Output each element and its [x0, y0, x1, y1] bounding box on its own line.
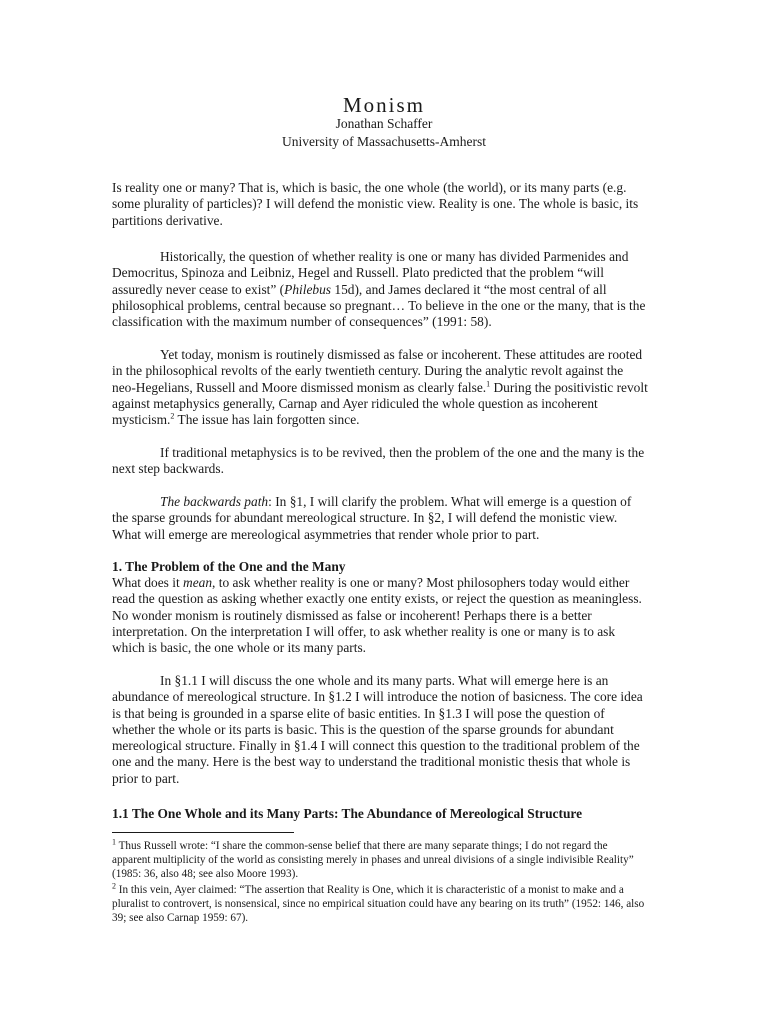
paragraph-today-text-1: Yet today, monism is routinely dismissed as false or incoherent. These attitudes are rooted in the philosophical revolts of the early twentieth century. During the analytic revolt against the neo-Hegelians, Russell and Moore dismissed monism as clearly false. [112, 347, 643, 395]
paragraph-today-text-3: The issue has lain forgotten since. [174, 412, 360, 428]
footnote-divider [112, 832, 294, 833]
backwards-path-label: The backwards path [160, 494, 269, 509]
author-name: Jonathan Schaffer [335, 116, 433, 131]
paragraph-backwards-path-text: : In §1, I will clarify the problem. What will emerge is a question of the sparse grounds for abundant mereological structure. In §2, I will defend the monistic view. What will emerge are mereological asymmetries that render whole prior to part. [112, 494, 632, 542]
section-heading-1: 1. The Problem of the One and the Many [112, 559, 346, 574]
paragraph-meaning [112, 575, 648, 656]
section-heading-1-1: 1.1 The One Whole and its Many Parts: The Abundance of Mereological Structure [112, 806, 583, 821]
paragraph-today [112, 347, 648, 428]
footnote-1 [112, 839, 648, 881]
paper-title: Monism [342, 93, 425, 117]
footnote-2-number: 2 [112, 881, 116, 891]
philebus-citation: Philebus [284, 281, 332, 297]
paragraph-meaning-text-2: , to ask whether reality is one or many? Most philosophers today would either read the question as asking whether exactly one entity exists, or reject the question as meaningless. No wonder monism is routinely dismissed as false or incoherent! Perhaps there is a better interpretation. On the interpretation I will offer, to ask whether reality is one or many is to ask which is basic, the one whole or its many parts. [112, 575, 642, 656]
paragraph-history-text-2: 15d), and James declared it “the most central of all philosophical problems, central because so pregnant… To believe in the one or the many, that is the classification with the maximum number of consequences” (1991: 58). [112, 281, 646, 330]
paragraph-history-text-1: Historically, the question of whether reality is one or many has divided Parmenides and Democritus, Spinoza and Leibniz, Hegel and Russell. Plato predicted that the problem “will assuredly never cease to exist” ( [112, 249, 629, 297]
paragraph-backwards-path [112, 494, 648, 543]
footnote-1-text: Thus Russell wrote: “I share the common-sense belief that there are many separate things; I do not regard the apparent multiplicity of the world as consisting merely in phases and unreal divisions of a single indivisible Reality” (1985: 36, also 48; see also Moore 1993). [112, 840, 634, 880]
paragraph-outline: In §1.1 I will discuss the one whole and its many parts. What will emerge here is an abundance of mereological structure. In §1.2 I will introduce the notion of basicness. The core idea is that being is grounded in a sparse elite of basic entities. In §1.3 I will pose the question of whether the whole or its parts is basic. This is the question of the sparse grounds for abundant mereological structure. Finally in §1.4 I will connect this question to the traditional problem of the one and the many. Here is the best way to understand the traditional monistic thesis that whole is prior to part. [112, 673, 643, 786]
footnote-1-number: 1 [112, 837, 116, 847]
paragraph-history [112, 249, 648, 330]
paragraph-revival: If traditional metaphysics is to be revived, then the problem of the one and the many is the next step backwards. [112, 445, 645, 477]
mean-emphasis: mean [183, 575, 213, 590]
footnote-2 [112, 883, 648, 925]
footnote-ref-2[interactable]: 2 [170, 411, 175, 421]
paragraph-meaning-text-1: What does it [112, 575, 184, 590]
paragraph-today-text-2: During the positivistic revolt against metaphysics generally, Carnap and Ayer ridiculed the whole question as incoherent mysticism. [112, 379, 648, 428]
footnote-2-text: In this vein, Ayer claimed: “The assertion that Reality is One, which it is characteristic of a monist to make and a pluralist to controvert, is nonsensical, since no empirical situation could have any bearing on its truth” (1952: 146, also 39; see also Carnap 1959: 67). [112, 884, 645, 924]
author-affiliation: University of Massachusetts-Amherst [282, 134, 486, 149]
paragraph-intro: Is reality one or many? That is, which is basic, the one whole (the world), or its many parts (e.g. some plurality of particles)? I will defend the monistic view. Reality is one. The whole is basic, its partitions derivative. [112, 180, 639, 228]
footnote-ref-1[interactable]: 1 [486, 379, 491, 389]
